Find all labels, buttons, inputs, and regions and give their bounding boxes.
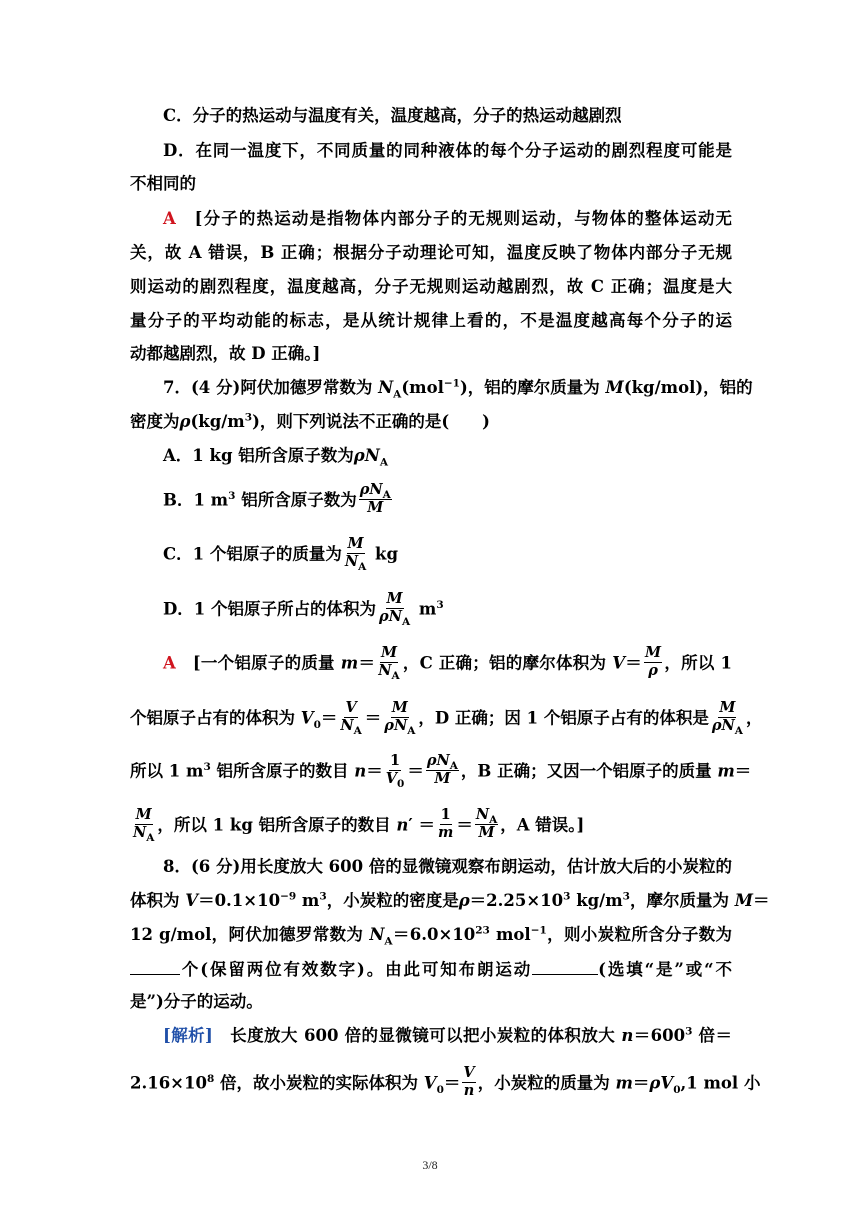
option-d-q6-line1: D．在同一温度下，不同质量的同种液体的每个分子运动的剧烈程度可能是 bbox=[163, 141, 732, 160]
answer7-line2: 个铝原子占有的体积为 $V_0=$ $\frac{V}{N_A}$ ＝ $\frac{M}{\rho N_A}$ ，D 正确；因 1 个铝原子占有的体积是 $\frac{M}{\rho N_A}$ ， bbox=[130, 699, 763, 737]
answer6-text1: [分子的热运动是指物体内部分子的无规则运动，与物体的整体运动无 bbox=[194, 209, 733, 228]
answer6-letter: A bbox=[163, 209, 176, 228]
question8-line4: 个(保留两位有效数字)。由此可知布朗运动 (选填“是”或“不 bbox=[130, 958, 732, 981]
analysis-line2: $2.16\times 10^8$ 倍，故小炭粒的实际体积为 $V_0=$ $\frac{V}{n}$ ，小炭粒的质量为 $m=\rho V_0,1$ mol 小 bbox=[130, 1064, 761, 1099]
option-d-q7: D．1 个铝原子所占的体积为 $\frac{M}{\rho N_A}$ $m^3$ bbox=[163, 590, 444, 628]
answer6-line5: 动都越剧烈，故 D 正确。] bbox=[130, 344, 321, 363]
answer6-line1 bbox=[163, 208, 732, 230]
question7-line1: 7．(4 分)阿伏加德罗常数为 $N_A(mol^{-1})$，铝的摩尔质量为 M(kg/mol)，铝的 bbox=[163, 377, 753, 401]
answer7-line4: $\frac{M}{N_A}$ ，所以 1 kg 铝所含原子的数目 n′ ＝ $\frac{1}{m}$ ＝ $\frac{N_A}{M}$ ，A 错误。] bbox=[133, 806, 585, 844]
answer-blank-1[interactable] bbox=[130, 958, 180, 975]
question8-line3: 12 g/mol，阿伏加德罗常数为 $N_A=6.0\times 10^{23}$ mol$^{-1}$，则小炭粒所含分子数为 bbox=[130, 924, 733, 948]
question8-line2: 体积为 $V=0.1\times 10^{-9}$ $m^3$，小炭粒的密度是$\rho=2.25\times 10^3$ $kg/m^3$，摩尔质量为 M＝ bbox=[130, 890, 770, 910]
answer6-line3: 则运动的剧烈程度，温度越高，分子无规则运动越剧烈，故 C 正确；温度是大 bbox=[130, 277, 732, 296]
page-number: 3/8 bbox=[422, 1158, 438, 1172]
question8-line1: 8．(6 分)用长度放大 600 倍的显微镜观察布朗运动，估计放大后的小炭粒的 bbox=[163, 857, 732, 876]
answer7-line1: A [一个铝原子的质量 m＝ $\frac{M}{N_A}$ ，C 正确；铝的摩尔体积为 V＝ $\frac{M}{\rho}$ ，所以 1 bbox=[163, 644, 733, 682]
answer7-line3: 所以 1 $m^3$ 铝所含原子的数目 n＝ $\frac{1}{V_0}$ ＝ $\frac{\rho N_A}{M}$ ，B 正确；又因一个铝原子的质量 m＝ bbox=[130, 752, 752, 790]
option-d-q6-line2: 不相同的 bbox=[130, 174, 196, 193]
option-a-q7: A．1 kg 铝所含原子数为$\rho N_A$ bbox=[163, 446, 388, 469]
option-b-q7: B．1 $m^3$ 铝所含原子数为 $\frac{\rho N_A}{M}$ bbox=[163, 481, 391, 516]
analysis-line1: [解析] 长度放大 600 倍的显微镜可以把小炭粒的体积放大 $n=600^3$ 倍＝ bbox=[163, 1025, 732, 1045]
question7-line2: 密度为$\rho(kg/m^3)$，则下列说法不正确的是( ) bbox=[130, 411, 490, 431]
analysis-tag: [解析] bbox=[163, 1026, 213, 1045]
option-c-q6: C．分子的热运动与温度有关，温度越高，分子的热运动越剧烈 bbox=[163, 106, 622, 125]
answer6-line4: 量分子的平均动能的标志，是从统计规律上看的，不是温度越高每个分子的运 bbox=[130, 311, 732, 330]
answer7-letter: A bbox=[163, 653, 176, 673]
question8-line5: 是”)分子的运动。 bbox=[130, 992, 263, 1011]
option-c-q7: C．1 个铝原子的质量为 $\frac{M}{N_A}$ kg bbox=[163, 535, 398, 573]
answer-blank-2[interactable] bbox=[532, 958, 598, 975]
answer6-line2: 关，故 A 错误，B 正确；根据分子动理论可知，温度反映了物体内部分子无规 bbox=[130, 243, 732, 262]
